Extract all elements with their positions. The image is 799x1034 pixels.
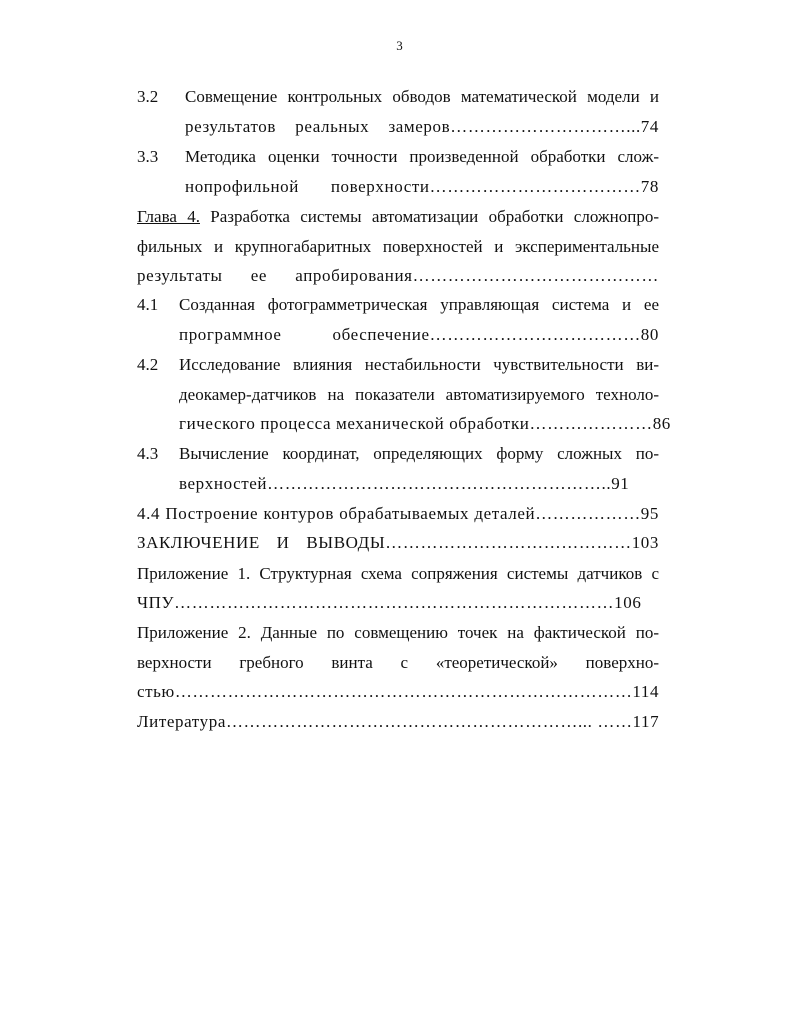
toc-appendix-1-line1: Приложение 1. Структурная схема сопряжения системы датчиков с xyxy=(137,564,659,583)
toc-entry-4-2-line3: гического процесса механической обработки…………………86 xyxy=(179,414,671,433)
toc-entry-3-2-line2: результатов реальных замеров…………………………...74 xyxy=(185,117,659,136)
toc-entry-3-2-line1 xyxy=(137,86,659,108)
section-number: 4.1 xyxy=(137,295,159,314)
toc-entry-4-1-line2: программное обеспечение………………………………80 xyxy=(179,325,659,344)
toc-conclusion: ЗАКЛЮЧЕНИЕ И ВЫВОДЫ……………………………………103 xyxy=(137,533,659,552)
toc-appendix-1-line2: ЧПУ…………………………………………………………………106 xyxy=(137,593,642,612)
toc-chapter-4-line2: фильных и крупногабаритных поверхностей и экспериментальные xyxy=(137,237,659,256)
toc-entry-title: Исследование влияния нестабильности чувствительности ви- xyxy=(179,355,659,374)
toc-entry-3-3-line1 xyxy=(137,146,659,168)
section-number: 3.3 xyxy=(137,147,159,166)
toc-entry-4-2-line2: деокамер-датчиков на показатели автоматизируемого техноло- xyxy=(179,385,659,404)
toc-appendix-2-line2: верхности гребного винта с «теоретической» поверхно- xyxy=(137,653,659,672)
toc-entry-title: Методика оценки точности произведенной обработки слож- xyxy=(185,147,659,166)
section-number: 4.3 xyxy=(137,444,159,463)
toc-entry-title: Совмещение контрольных обводов математической модели и xyxy=(185,87,659,106)
toc-chapter-4-line1 xyxy=(137,206,659,228)
toc-appendix-2-line3: стью……………………………………………………………………114 xyxy=(137,682,660,701)
toc-entry-title: Вычисление координат, определяющих форму сложных по- xyxy=(179,444,659,463)
toc-appendix-2-line1: Приложение 2. Данные по совмещению точек на фактической по- xyxy=(137,623,659,642)
toc-entry-4-2-line1 xyxy=(137,354,659,376)
toc-entry-4-3-line1 xyxy=(137,443,659,465)
toc-entry-title: Созданная фотограмметрическая управляющая система и ее xyxy=(179,295,659,314)
toc-literature: Литература……………………………………………………... ……117 xyxy=(137,712,660,731)
toc-entry-4-3-line2: верхностей…………………………………………………..91 xyxy=(179,474,630,493)
section-number: 4.2 xyxy=(137,355,159,374)
page-number: 3 xyxy=(396,38,403,53)
toc-entry-4-1-line1 xyxy=(137,294,659,316)
toc-entry-4-4: 4.4 Построение контуров обрабатываемых деталей………………95 xyxy=(137,504,659,523)
chapter-title: Разработка системы автоматизации обработки сложнопро- xyxy=(210,207,659,226)
section-number: 3.2 xyxy=(137,87,159,106)
toc-entry-3-3-line2: нопрофильной поверхности………………………………78 xyxy=(185,177,659,196)
chapter-label: Глава 4. xyxy=(137,207,200,226)
toc-chapter-4-line3: результаты ее апробирования…………………………………… xyxy=(137,266,659,285)
